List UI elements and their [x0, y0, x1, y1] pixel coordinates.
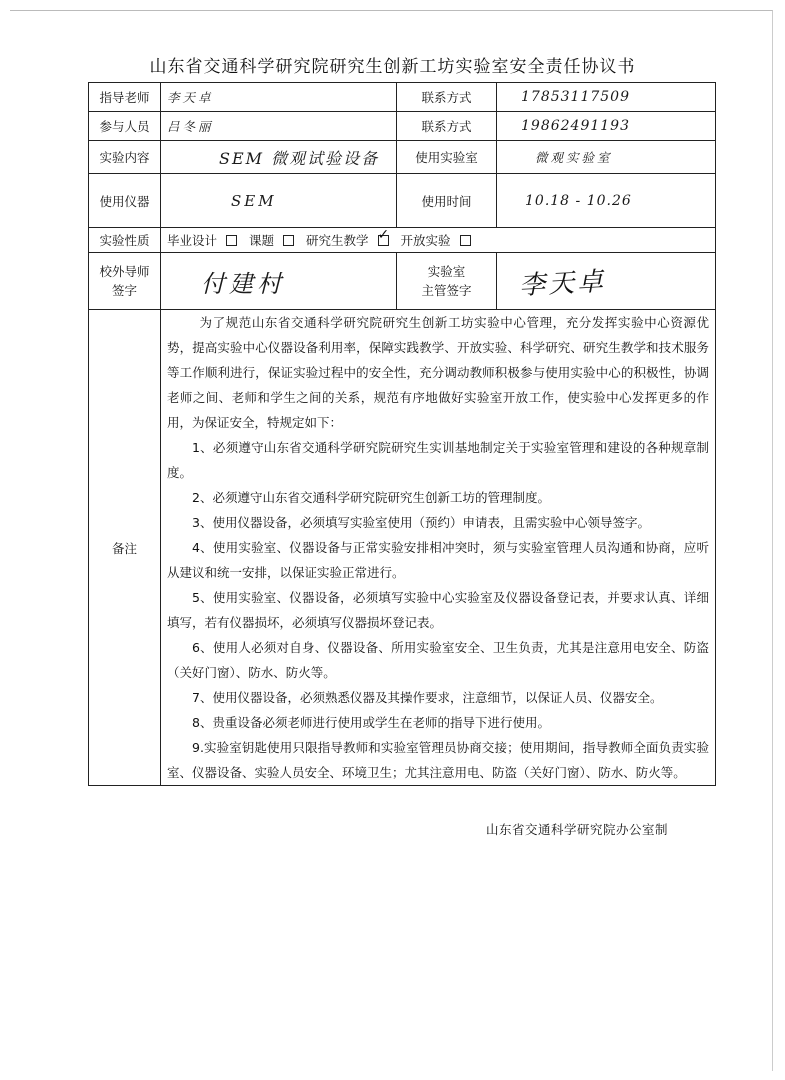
mgr-label-line1: 实验室: [427, 264, 466, 279]
notes-rule-4: 4、使用实验室、仪器设备与正常实验安排相冲突时，须与实验室管理人员沟通和协商，应听从建议和统一安排，以保证实验正常进行。: [167, 540, 709, 580]
signature-row: [89, 253, 716, 310]
lab-value: 微观实验室: [497, 141, 716, 174]
nature-options: [161, 228, 716, 253]
content-label: 实验内容: [89, 141, 161, 174]
document-title: 山东省交通科学研究院研究生创新工坊实验室安全责任协议书: [149, 57, 636, 77]
mgr-label-line2: 主管签字: [421, 283, 472, 298]
notes-label: 备注: [89, 310, 161, 786]
instrument-label: 使用仪器: [89, 174, 161, 228]
notes-content: [161, 310, 716, 786]
lab-label: 使用实验室: [397, 141, 497, 174]
nature-option-graduation-label: 毕业设计: [167, 233, 218, 248]
issuer-footer: 山东省交通科学研究院办公室制: [486, 822, 669, 837]
contact1-label: 联系方式: [397, 83, 497, 112]
notes-rule-5: 5、使用实验室、仪器设备，必须填写实验中心实验室及仪器设备登记表，并要求认真、详细填写，若有仪器损坏，必须填写仪器损坏登记表。: [167, 590, 709, 630]
content-value: SEM 微观试验设备: [161, 141, 397, 174]
participants-label: 参与人员: [89, 112, 161, 141]
notes-rule-7: 7、使用仪器设备，必须熟悉仪器及其操作要求，注意细节，以保证人员、仪器安全。: [192, 690, 663, 705]
ext-advisor-label: [89, 253, 161, 310]
advisor-row: [89, 83, 716, 112]
notes-rule-6: 6、使用人必须对自身、仪器设备、所用实验室安全、卫生负责，尤其是注意用电安全、防盗（关好门窗）、防水、防火等。: [167, 640, 709, 680]
nature-label: 实验性质: [89, 228, 161, 253]
content-row: [89, 141, 716, 174]
graduation-checkbox[interactable]: [226, 235, 237, 246]
ext-advisor-signature: 付建村: [161, 253, 397, 310]
participants-value: 吕冬丽: [161, 112, 397, 141]
time-value: 10.18 - 10.26: [497, 174, 716, 228]
participants-row: [89, 112, 716, 141]
mgr-label: [397, 253, 497, 310]
open-lab-checkbox[interactable]: [460, 235, 471, 246]
nature-option-project-label: 课题: [249, 233, 275, 248]
nature-row: [89, 228, 716, 253]
nature-option-open-lab[interactable]: [401, 233, 471, 248]
contact1-value: 17853117509: [497, 83, 716, 112]
advisor-label: 指导老师: [89, 83, 161, 112]
postgrad-checkbox[interactable]: [378, 235, 389, 246]
nature-option-open-lab-label: 开放实验: [400, 233, 451, 248]
ext-advisor-label-line1: 校外导师: [99, 264, 150, 279]
nature-option-graduation[interactable]: [167, 233, 237, 248]
nature-option-postgrad[interactable]: [306, 233, 389, 248]
notes-intro: 为了规范山东省交通科学研究院研究生创新工坊实验中心管理，充分发挥实验中心资源优势，提高实验中心仪器设备利用率，保障实践教学、开放实验、科学研究、研究生教学和技术服务等工作顺利进行，保证实验过程中的安全性，充分调动教师积极参与使用实验中心的积极性，协调老师之间、老师和学生之间的关系，规范有序地做好实验室开放工作，使实验中心发挥更多的作用，为保证安全，特规定如下：: [167, 315, 709, 430]
notes-rule-3: 3、使用仪器设备，必须填写实验室使用（预约）申请表，且需实验中心领导签字。: [192, 515, 650, 530]
nature-option-project[interactable]: [249, 233, 294, 248]
notes-rule-1: 1、必须遵守山东省交通科学研究院研究生实训基地制定关于实验室管理和建设的各种规章制度。: [167, 440, 709, 480]
contact2-value: 19862491193: [497, 112, 716, 141]
notes-rule-9: 9.实验室钥匙使用只限指导教师和实验室管理员协商交接；使用期间，指导教师全面负责实验室、仪器设备、实验人员安全、环境卫生；尤其注意用电、防盗（关好门窗）、防水、防火等。: [167, 740, 709, 780]
advisor-value: 李天卓: [161, 83, 397, 112]
nature-option-postgrad-label: 研究生教学: [306, 233, 369, 248]
instrument-value: SEM: [161, 174, 397, 228]
agreement-form-table: [88, 82, 716, 786]
contact2-label: 联系方式: [397, 112, 497, 141]
ext-advisor-label-line2: 签字: [111, 283, 137, 298]
notes-rule-8: 8、贵重设备必须老师进行使用或学生在老师的指导下进行使用。: [192, 715, 550, 730]
time-label: 使用时间: [397, 174, 497, 228]
instrument-row: [89, 174, 716, 228]
notes-row: [89, 310, 716, 786]
mgr-signature: 李天卓: [518, 266, 607, 301]
notes-rule-2: 2、必须遵守山东省交通科学研究院研究生创新工坊的管理制度。: [192, 490, 550, 505]
mgr-signature-cell: [497, 253, 716, 310]
project-checkbox[interactable]: [283, 235, 294, 246]
